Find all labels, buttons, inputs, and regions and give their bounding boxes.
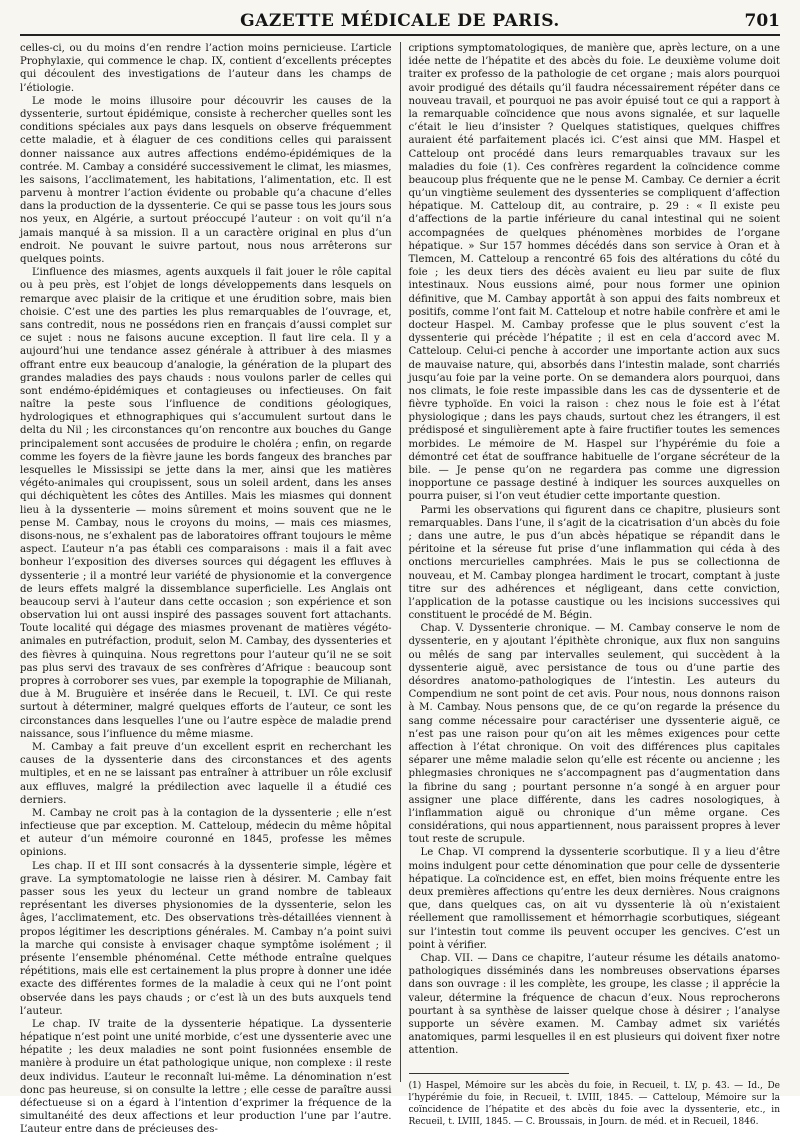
text-columns — [20, 42, 780, 1136]
left-column — [20, 42, 400, 1136]
journal-title: GAZETTE MÉDICALE DE PARIS. — [240, 11, 560, 31]
footnote: (1) Haspel, Mémoire sur les abcès du foie, in Recueil, t. LV, p. 43. — Id., De l’hypérémie du foie, in Recueil, t. LVIII, 1845. — Catteloup, Mémoire sur la coïncidence de l’hépatite et des abcès du foie avec la dyssenterie, etc., in Recueil, t. LVIII, 1845. — C. Broussais, in Journ. de méd. et in Recueil, 1846. — [408, 1081, 780, 1128]
paragraph: Chap. VII. — Dans ce chapitre, l’auteur résume les détails anatomo-pathologiques disséminés dans les nombreuses observations éparses dans son ouvrage : il les complète, les groupe, les classe ; il apprécie la valeur, détermine la fréquence de chacun d’eux. Nous reprocherons pourtant à sa synthèse de laisser quelque chose à désirer ; l’analyse supporte un sévère examen. M. Cambay admet six variétés anatomiques, parmi lesquelles il en est plusieurs qui doivent fixer notre attention. — [408, 952, 780, 1057]
paragraph: Le chap. IV traite de la dyssenterie hépatique. La dyssenterie hépatique n’est point une unité morbide, c’est une dyssenterie avec une hépatite ; les deux maladies ne sont point fusionnées ensemble de manière à produire un état pathologique unique, non complexe : il reste deux individus. L’auteur le reconnaît lui-même. La dénomination n’est donc pas heureuse, si on consulte la lettre ; elle cesse de paraître aussi défectueuse si on a égard à l’intention d’exprimer la fréquence de la simultanéité des deux affections et leur production l’une par l’autre. L’auteur entre dans de précieuses des- — [20, 1018, 392, 1136]
footnote-divider — [409, 1073, 569, 1074]
paragraph: L’influence des miasmes, agents auxquels il fait jouer le rôle capital ou à peu près, est l’objet de longs développements dans lesquels on remarque avec plaisir de la critique et une érudition sobre, mais bien choisie. C’est une des parties les plus remarquables de l’ouvrage, et, sans contredit, nous ne possédons rien en français d’aussi complet sur ce sujet : nous ne faisons aucune exception. Il faut lire cela. Il y a aujourd’hui une tendance assez générale à attribuer à des miasmes offrant entre eux beaucoup d’analogie, la génération de la plupart des grandes maladies des pays chauds : nous voulons parler de celles qui sont endémo-épidémiques et contagieuses ou infectieuses. On fait naître la peste sous l’influence de conditions géologiques, hydrologiques et ethnographiques qui s’accumulent surtout dans le delta du Nil ; les circonstances qu’on rencontre aux bouches du Gange principalement sont accusées de produire le choléra ; enfin, on regarde comme les foyers de la fièvre jaune les bords fangeux des branches par lesquelles le Mississipi se jette dans la mer, ainsi que les matières végéto-animales qui croupissent, sous un soleil ardent, dans les anses qui déchiquètent les côtes des Antilles. Mais les miasmes qui donnent lieu à la dyssenterie — moins sûrement et moins souvent que ne le pense M. Cambay, nous le croyons du moins, — mais ces miasmes, disons-nous, ne s’exhalent pas de laboratoires offrant toujours le même aspect. L’auteur n’a pas établi ces comparaisons : mais il a fait avec bonheur l’exposition des diverses sources qui dégagent les effluves à dyssenterie ; il a montré leur variété de physionomie et la convergence de leurs effets malgré la dissemblance superficielle. Les Anglais ont beaucoup servi à l’auteur dans cette occasion ; son expérience et son observation lui ont aussi inspiré des passages souvent fort attachants. Toute localité qui dégage des miasmes provenant de matières végéto-animales en putréfaction, produit, selon M. Cambay, des dyssenteries et des fièvres à quinquina. Nous regrettons pour l’auteur qu’il ne se soit pas plus servi des travaux de ses confrères d’Afrique : beaucoup sont propres à corroborer ses vues, par exemple la topographie de Milianah, due à M. Bruguière et insérée dans le Recueil, t. LVI. Ce qui reste surtout à déterminer, malgré quelques efforts de l’auteur, ce sont les circonstances dans lesquelles l’une ou l’autre espèce de maladie prend naissance, sous l’influence du même miasme. — [20, 267, 392, 740]
paragraph: Les chap. II et III sont consacrés à la dyssenterie simple, légère et grave. La symptomatologie ne laisse rien à désirer. M. Cambay fait passer sous les yeux du lecteur un grand nombre de tableaux représentant les diverses physionomies de la dyssenterie, selon les âges, l’acclimatement, etc. Des observations très-détaillées viennent à propos légitimer les descriptions générales. M. Cambay n’a point suivi la marche qui consiste à envisager chaque symptôme isolément ; il présente l’ensemble phénoménal. Cette méthode entraîne quelques répétitions, mais elle est certainement la plus propre à donner une idée exacte des différentes formes de la maladie à ceux qui ne l’ont point observée dans les pays chauds ; or c’est là un des buts auxquels tend l’auteur. — [20, 860, 392, 1017]
right-column — [400, 42, 781, 1128]
paragraph: M. Cambay ne croit pas à la contagion de la dyssenterie ; elle n’est infectieuse que par exception. M. Catteloup, médecin du même hôpital et auteur d’un mémoire couronné en 1845, professe les mêmes opinions. — [20, 807, 392, 859]
paragraph: Parmi les observations qui figurent dans ce chapitre, plusieurs sont remarquables. Dans l’une, il s’agit de la cicatrisation d’un abcès du foie ; dans une autre, le pus d’un abcès hépatique se répandit dans le péritoine et la séreuse fut prise d’une inflammation qui céda à des onctions mercurielles camphrées. Mais le pus se collectionna de nouveau, et M. Cambay plongea hardiment le trocart, comptant à juste titre sur des adhérences et négligeant, dans cette conviction, l’application de la potasse caustique ou les incisions successives qui constituent le procédé de M. Bégin. — [408, 504, 780, 622]
paragraph: Le Chap. VI comprend la dyssenterie scorbutique. Il y a lieu d’être moins indulgent pour cette dénomination que pour celle de dyssenterie hépatique. La coïncidence est, en effet, bien moins fréquente entre les deux premières affections qu’entre les deux dernières. Nous craignons que, dans quelques cas, on ait vu dyssenterie là où n’existaient réellement que ramollissement et hémorrhagie scorbutiques, siégeant sur l’intestin tout comme ils peuvent occuper les gencives. C’est un point à vérifier. — [408, 847, 780, 951]
page-number: 701 — [744, 11, 780, 31]
paragraph: M. Cambay a fait preuve d’un excellent esprit en recherchant les causes de la dyssenterie dans des circonstances et des agents multiples, et en ne se laissant pas entraîner à attribuer un rôle exclusif aux effluves, malgré la prédilection avec laquelle il a étudié ces derniers. — [20, 741, 392, 806]
paragraph: celles-ci, ou du moins d’en rendre l’action moins pernicieuse. L’article Prophylaxie, qui commence le chap. IX, contient d’excellents préceptes qui découlent des investigations de l’auteur dans les champs de l’étiologie. — [20, 43, 392, 94]
paragraph: Le mode le moins illusoire pour découvrir les causes de la dyssenterie, surtout épidémique, consiste à rechercher quelles sont les conditions spéciales aux pays dans lesquels on observe fréquemment cette maladie, et à élaguer de ces conditions celles qui paraissent donner naissance aux autres affections endémo-épidémiques de la contrée. M. Cambay a considéré successivement le climat, les miasmes, les saisons, l’acclimatement, les habitations, l’alimentation, etc. Il est parvenu à montrer l’action évidente ou probable qu’a chacune d’elles dans la production de la dyssenterie. Ce qui se passe tous les jours sous nos yeux, en Algérie, a surtout préoccupé l’auteur : on voit qu’il n’a jamais manqué à sa mission. Il a un caractère original en plus d’un endroit. Ne pouvant le suivre partout, nous nous arrêterons sur quelques points. — [20, 95, 392, 265]
paragraph: criptions symptomatologiques, de manière que, après lecture, on a une idée nette de l’hépatite et des abcès du foie. Le deuxième volume doit traiter ex professo de la pathologie de cet organe ; mais alors pourquoi avoir prodigué des détails qu’il faudra nécessairement répéter dans ce nouveau travail, et pourquoi ne pas avoir épuisé tout ce qui a rapport à la remarquable coïncidence que nous avons signalée, et sur laquelle c’était le lieu d’insister ? Quelques statistiques, quelques chiffres auraient été parfaitement placés ici. C’est ainsi que MM. Haspel et Catteloup ont procédé dans leurs remarquables travaux sur les maladies du foie (1). Ces confrères regardent la coïncidence comme beaucoup plus fréquente que ne le pense M. Cambay. Ce dernier a écrit qu’un vingtième seulement des dyssenteries se compliquent d’affection hépatique. M. Catteloup dit, au contraire, p. 29 : « Il existe peu d’affections de la partie inférieure du canal intestinal qui ne soient accompagnées de quelques phénomènes morbides de l’organe hépatique. » Sur 157 hommes décédés dans son service à Oran et à Tlemcen, M. Catteloup a rencontré 65 fois des altérations du côté du foie ; les deux tiers des décès avaient eu lieu par suite de flux intestinaux. Nous eussions aimé, pour nous former une opinion définitive, que M. Cambay apportât à son appui des faits nombreux et positifs, comme l’ont fait M. Catteloup et notre habile confrère et ami le docteur Haspel. M. Cambay professe que le plus souvent c’est la dyssenterie qui précède l’hépatite ; il est en cela d’accord avec M. Catteloup. Celui-ci penche à accorder une importante action aux sucs de mauvaise nature, qui, absorbés dans l’intestin malade, sont charriés jusqu’au foie par la veine porte. On se demandera alors pourquoi, dans nos climats, le foie reste impassible dans les cas de dyssenterie et de fièvre typhoïde. En voici la raison : chez nous le foie est à l’état physiologique ; dans les pays chauds, surtout chez les étrangers, il est prédisposé et singulièrement apte à faire fructifier toutes les semences morbides. Le mémoire de M. Haspel sur l’hypérémie du foie a démontré cet état de souffrance habituelle de l’organe sécréteur de la bile. — Je pense qu’on ne regardera pas comme une digression inopportune ce passage destiné à indiquer les sources auxquelles on pourra puiser, si l’on veut étudier cette importante question. — [408, 43, 780, 503]
page-header — [20, 8, 780, 36]
paragraph: Chap. V. Dyssenterie chronique. — M. Cambay conserve le nom de dyssenterie, en y ajoutant l’épithète chronique, aux flux non sanguins ou mêlés de sang par intervalles seulement, qui succèdent à la dyssenterie aiguë, avec persistance de tous ou d’une partie des désordres anatomo-pathologiques de l’intestin. Les auteurs du Compendium ne sont point de cet avis. Pour nous, nous donnons raison à M. Cambay. Nous pensons que, de ce qu’on regarde la présence du sang comme nécessaire pour caractériser une dyssenterie aiguë, ce n’est pas une raison pour qu’on ait les mêmes exigences pour cette affection à l’état chronique. On voit des différences plus capitales séparer une même maladie selon qu’elle est récente ou ancienne ; les phlegmasies chroniques ne s’accompagnent pas d’augmentation dans la fibrine du sang ; pourtant personne n’a songé à en arguer pour assigner une place différente, dans les cadres nosologiques, à l’inflammation aiguë ou chronique d’un même organe. Ces considérations, qui nous appartiennent, nous paraissent propres à lever tout reste de scrupule. — [408, 623, 780, 846]
